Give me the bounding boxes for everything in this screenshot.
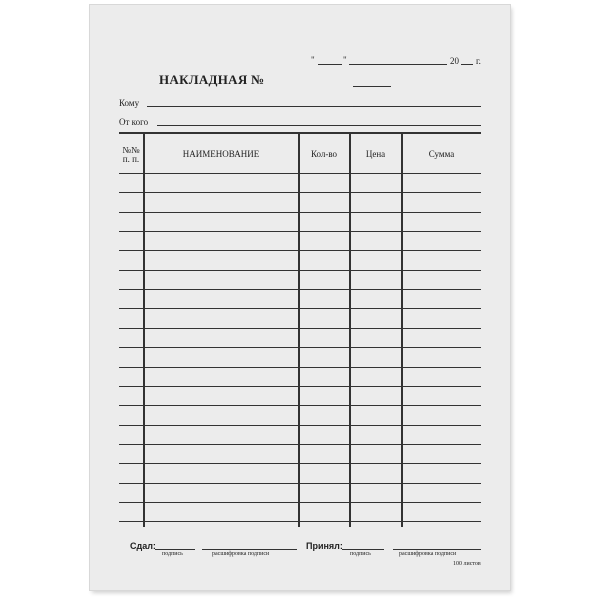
- received-decryption-field[interactable]: [393, 549, 481, 550]
- table-row[interactable]: [119, 502, 481, 503]
- table-row[interactable]: [119, 483, 481, 484]
- gave-signature-caption: подпись: [162, 551, 183, 557]
- table-row[interactable]: [119, 444, 481, 445]
- to-label: Кому: [119, 98, 140, 108]
- column-header-number: №№: [122, 145, 140, 155]
- date-open-quote: ": [311, 55, 315, 65]
- table-top-border: [119, 132, 481, 134]
- column-header-name: НАИМЕНОВАНИЕ: [182, 149, 260, 159]
- table-row[interactable]: [119, 405, 481, 406]
- date-month-field[interactable]: [349, 64, 447, 65]
- gave-label: Сдал:: [130, 541, 156, 551]
- table-row[interactable]: [119, 328, 481, 329]
- received-label: Принял:: [306, 541, 343, 551]
- to-field[interactable]: [147, 106, 481, 107]
- column-header-number-sub: п. п.: [122, 154, 140, 164]
- table-row[interactable]: [119, 270, 481, 271]
- table-row[interactable]: [119, 347, 481, 348]
- from-field[interactable]: [157, 125, 481, 126]
- column-header-sum: Сумма: [428, 149, 455, 159]
- column-header-price: Цена: [365, 149, 386, 159]
- gave-decryption-caption: расшифровка подписи: [212, 551, 270, 557]
- table-row[interactable]: [119, 192, 481, 193]
- invoice-number-field[interactable]: [353, 86, 391, 87]
- date-year-prefix: 20: [450, 56, 459, 66]
- table-row[interactable]: [119, 289, 481, 290]
- table-row[interactable]: [119, 231, 481, 232]
- date-year-field[interactable]: [461, 64, 473, 65]
- date-close-quote: ": [343, 55, 347, 65]
- footer-sheet-count: 100 листов: [453, 561, 481, 567]
- date-year-suffix: г.: [476, 56, 481, 66]
- gave-signature-field[interactable]: [155, 549, 195, 550]
- table-row[interactable]: [119, 521, 481, 522]
- column-header-quantity: Кол-во: [310, 149, 338, 159]
- table-row[interactable]: [119, 367, 481, 368]
- table-row[interactable]: [119, 173, 481, 174]
- received-signature-field[interactable]: [342, 549, 384, 550]
- received-signature-caption: подпись: [350, 551, 371, 557]
- document-title: НАКЛАДНАЯ №: [159, 72, 265, 87]
- received-decryption-caption: расшифровка подписи: [399, 551, 457, 557]
- table-row[interactable]: [119, 250, 481, 251]
- table-row[interactable]: [119, 463, 481, 464]
- table-row[interactable]: [119, 308, 481, 309]
- table-row[interactable]: [119, 212, 481, 213]
- table-row[interactable]: [119, 425, 481, 426]
- gave-decryption-field[interactable]: [202, 549, 297, 550]
- from-label: От кого: [119, 117, 149, 127]
- date-day-field[interactable]: [318, 64, 342, 65]
- table-row[interactable]: [119, 386, 481, 387]
